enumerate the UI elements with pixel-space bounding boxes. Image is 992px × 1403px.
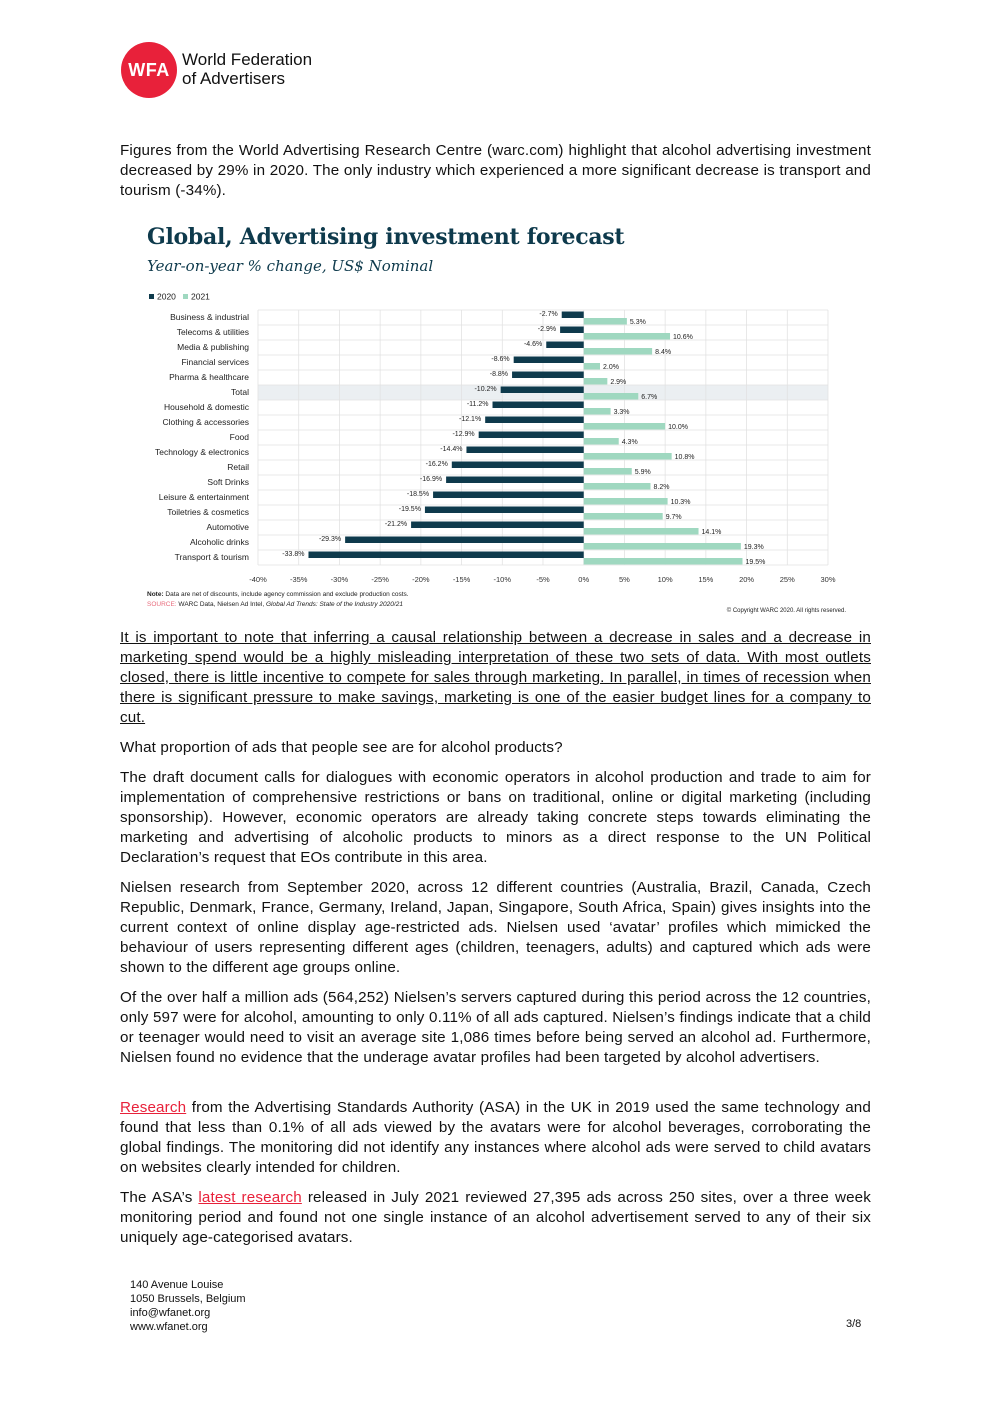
bar-2020 <box>433 492 584 499</box>
x-tick-label: 15% <box>698 575 714 584</box>
data-label-2020: -4.6% <box>523 341 543 348</box>
bar-2021 <box>584 528 699 535</box>
data-label-2020: -16.9% <box>419 476 443 483</box>
data-label-2020: -16.2% <box>425 461 448 468</box>
bar-2021 <box>584 378 608 385</box>
bar-2020 <box>493 402 584 409</box>
bar-2020 <box>411 522 584 529</box>
investment-forecast-chart <box>140 286 860 618</box>
x-tick-label: 10% <box>657 575 673 584</box>
data-label-2021: 10.6% <box>673 334 693 341</box>
bar-2021 <box>584 423 665 430</box>
draft-document-paragraph: The draft document calls for dialogues with economic operators in alcohol production and trade to aim for implementation of comprehensive restrictions or bans on traditional, online or digital marketing (including sponsorship). However, economic operators are already taking concrete steps towards eliminating the marketing and advertising of alcoholic products to minors as a direct response to the UN Political Declaration’s request that EOs contribute in this area. <box>120 769 871 866</box>
data-label-2021: 8.4% <box>655 349 672 356</box>
asa-2021-text: released in July 2021 reviewed 27,395 ads across 250 sites, over a three week monitoring period and found not one single instance of an alcohol advertisement served to any of their six uniquely age-categorised avatars. <box>120 1189 872 1246</box>
data-label-2020: -11.2% <box>466 401 489 408</box>
data-label-2021: 8.2% <box>653 484 670 491</box>
bar-2021 <box>584 483 651 490</box>
data-label-2021: 6.7% <box>641 394 658 401</box>
bar-2021 <box>584 363 600 370</box>
bar-2021 <box>584 498 668 505</box>
category-label: Retail <box>227 462 249 472</box>
data-label-2021: 19.3% <box>743 544 764 551</box>
bar-2021 <box>584 393 639 400</box>
category-label: Leisure & entertainment <box>158 492 249 502</box>
x-tick-label: -10% <box>493 575 512 584</box>
bar-2020 <box>466 447 583 454</box>
data-label-2021: 2.9% <box>610 379 627 386</box>
bar-2021 <box>584 408 611 415</box>
research-link[interactable]: Research <box>120 1099 187 1116</box>
data-label-2021: 4.3% <box>621 439 638 446</box>
data-label-2021: 2.0% <box>603 364 619 371</box>
data-label-2020: -8.6% <box>491 356 510 363</box>
bar-2021 <box>584 543 741 550</box>
chart-subtitle: Year-on-year % change, US$ Nominal <box>147 257 434 275</box>
category-label: Soft Drinks <box>207 477 249 487</box>
legend-swatch-2021 <box>183 294 188 299</box>
data-label-2021: 9.7% <box>665 514 682 521</box>
bar-2020 <box>512 372 584 379</box>
footer-email[interactable]: info@wfanet.org <box>130 1307 211 1319</box>
intro-paragraph: Figures from the World Advertising Research Centre (warc.com) highlight that alcohol advertising investment decreased by 29% in 2020. The only industry which experienced a more significant decrease is transport and tourism (-34%). <box>120 142 871 199</box>
footer-website[interactable]: www.wfanet.org <box>130 1321 208 1333</box>
category-label: Telecoms & utilities <box>176 327 249 337</box>
asa-2021-paragraph <box>120 1188 871 1248</box>
chart-copyright: © Copyright WARC 2020. All rights reserved. <box>726 608 846 614</box>
bar-2021 <box>584 318 627 325</box>
data-label-2020: -12.9% <box>452 431 475 438</box>
bar-2021 <box>584 558 743 565</box>
category-label: Business & industrial <box>170 312 249 322</box>
bar-2021 <box>584 468 632 475</box>
chart-source-title: Global Ad Trends: State of the Industry 2020/21 <box>265 601 403 608</box>
bar-2021 <box>584 438 619 445</box>
bar-2020 <box>562 312 584 319</box>
asa-2021-prefix: The ASA’s <box>120 1189 199 1206</box>
bar-2020 <box>425 507 584 514</box>
data-label-2020: -8.8% <box>489 371 509 378</box>
x-tick-label: -20% <box>412 575 430 584</box>
data-label-2020: -12.1% <box>458 416 482 423</box>
x-tick-label: -5% <box>536 575 550 584</box>
x-tick-label: 25% <box>779 575 795 584</box>
bar-2020 <box>485 417 584 424</box>
bar-2020 <box>446 477 584 484</box>
footer-address <box>130 1278 246 1334</box>
asa-2019-text: from the Advertising Standards Authority (ASA) in the UK in 2019 used the same technology and found that less than 0.1% of all ads viewed by the avatars were for alcohol beverages, corroborating the global findings. The monitoring did not identify any instances where alcohol ads were served to child avatars on websites clearly intended for children. <box>120 1099 871 1176</box>
data-label-2021: 3.3% <box>613 409 630 416</box>
data-label-2020: -2.9% <box>537 326 557 333</box>
org-name-line1: World Federation <box>182 50 313 69</box>
data-label-2021: 10.8% <box>674 454 695 461</box>
page-number: 3/8 <box>846 1318 862 1330</box>
chart-source-label: SOURCE: <box>147 601 177 608</box>
data-label-2020: -2.7% <box>539 311 558 318</box>
category-label: Technology & electronics <box>154 447 249 457</box>
chart-title: Global, Advertising investment forecast <box>147 224 625 250</box>
data-label-2021: 10.3% <box>670 499 691 506</box>
category-label: Total <box>231 387 249 397</box>
legend-swatch-2020 <box>149 294 154 299</box>
data-label-2020: -33.8% <box>282 551 305 558</box>
bar-2021 <box>584 453 672 460</box>
data-label-2021: 14.1% <box>701 529 722 536</box>
category-label: Automotive <box>206 522 249 532</box>
category-label: Financial services <box>181 357 249 367</box>
bar-2020 <box>560 327 584 334</box>
wfa-logo-mark: WFA <box>121 42 177 98</box>
bar-2020 <box>479 432 584 439</box>
category-label: Household & domestic <box>163 402 249 412</box>
wfa-logo <box>121 42 361 100</box>
latest-research-link[interactable]: latest research <box>198 1189 302 1206</box>
x-tick-label: 0% <box>578 575 590 584</box>
x-tick-label: -30% <box>330 575 349 584</box>
category-label: Toiletries & cosmetics <box>167 507 249 517</box>
org-name-line2: of Advertisers <box>182 69 285 88</box>
x-tick-label: -25% <box>371 575 389 584</box>
nielsen-research-paragraph: Nielsen research from September 2020, across 12 different countries (Australia, Brazil, Canada, Czech Republic, Denmark, France, Germany, Ireland, Japan, Singapore, South Africa, Spain) gives insights into the current context of online display age-restricted ads. Nielsen used ‘avatar’ profiles which mimicked the behaviour of users representing different ages (children, teenagers, adults) and captured which ads were shown to the different age groups online. <box>120 879 871 976</box>
data-label-2020: -21.2% <box>384 521 408 528</box>
x-tick-label: -35% <box>289 575 308 584</box>
asa-2019-paragraph <box>120 1098 871 1178</box>
category-label: Transport & tourism <box>174 552 249 562</box>
nielsen-findings-paragraph: Of the over half a million ads (564,252) Nielsen’s servers captured during this period across the 12 countries, only 597 were for alcohol, amounting to only 0.11% of all ads captured. Nielsen’s findings indicate that a child or teenager would need to visit an average site 1,086 times before being served an alcohol ad. Furthermore, Nielsen found no evidence that the underage avatar profiles had been targeted by alcohol advertisers. <box>120 989 871 1066</box>
address-city: 1050 Brussels, Belgium <box>130 1293 246 1305</box>
causal-note-paragraph: It is important to note that inferring a causal relationship between a decrease in sales and a decrease in marketing spend would be a highly misleading interpretation of these two sets of data. With most outlets closed, there is little incentive to compete for sales through marketing. In parallel, in times of recession when there is significant pressure to make savings, marketing is one of the easier budget lines for a company to cut. <box>120 629 871 726</box>
category-label: Food <box>229 432 249 442</box>
bar-2020 <box>546 342 583 349</box>
chart-note-label: Note: <box>147 591 164 598</box>
data-label-2020: -10.2% <box>474 386 497 393</box>
bar-2020 <box>452 462 584 469</box>
section-question: What proportion of ads that people see are for alcohol products? <box>120 739 563 756</box>
bar-2021 <box>584 333 670 340</box>
data-label-2020: -19.5% <box>398 506 421 513</box>
bar-2021 <box>584 348 652 355</box>
address-street: 140 Avenue Louise <box>130 1279 224 1291</box>
chart-source <box>147 601 403 608</box>
legend-label-2021: 2021 <box>191 291 210 302</box>
data-label-2021: 5.3% <box>629 319 646 326</box>
x-tick-label: 20% <box>739 575 755 584</box>
bar-2020 <box>345 537 584 544</box>
data-label-2020: -18.5% <box>406 491 430 498</box>
x-tick-label: 30% <box>820 575 836 584</box>
x-tick-label: 5% <box>619 575 630 584</box>
category-label: Media & publishing <box>177 342 249 352</box>
bar-2020 <box>514 357 584 364</box>
legend-label-2020: 2020 <box>157 291 176 302</box>
bar-2020 <box>501 387 584 394</box>
chart-note <box>147 591 409 598</box>
data-label-2020: -14.4% <box>440 446 463 453</box>
category-label: Alcoholic drinks <box>189 537 249 547</box>
chart-source-text: WARC Data, Nielsen Ad Intel, <box>176 601 266 608</box>
data-label-2021: 19.5% <box>745 559 766 566</box>
x-tick-label: -15% <box>452 575 471 584</box>
category-label: Pharma & healthcare <box>169 372 249 382</box>
bar-2020 <box>308 552 583 559</box>
data-label-2021: 10.0% <box>668 424 689 431</box>
category-label: Clothing & accessories <box>162 417 249 427</box>
data-label-2020: -29.3% <box>318 536 342 543</box>
chart-note-text: Data are net of discounts, include agency commission and exclude production costs. <box>163 591 409 598</box>
org-name <box>182 50 312 88</box>
x-tick-label: -40% <box>249 575 267 584</box>
data-label-2021: 5.9% <box>634 469 651 476</box>
bar-2021 <box>584 513 663 520</box>
